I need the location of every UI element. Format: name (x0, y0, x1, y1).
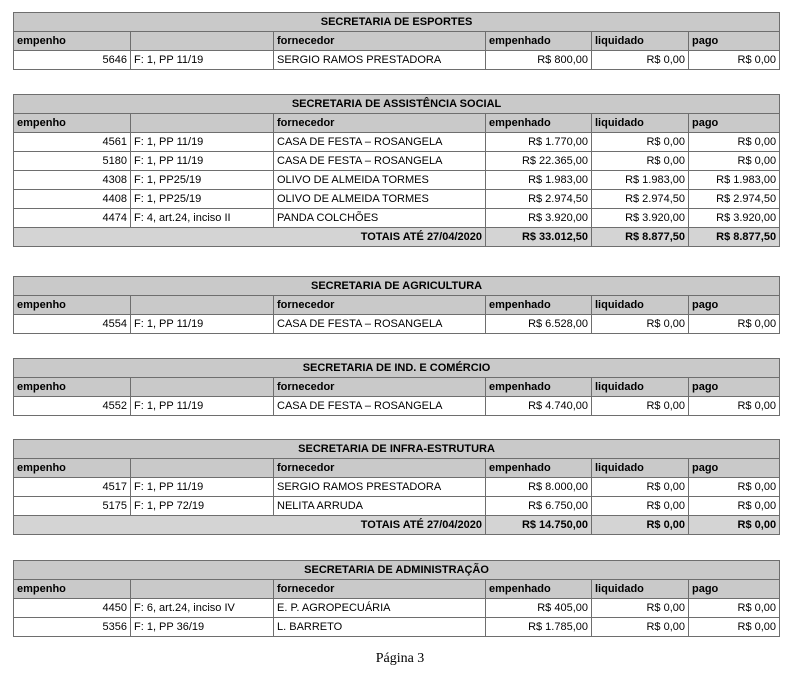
empenho-number: 4517 (14, 478, 131, 497)
pago-value: R$ 3.920,00 (689, 209, 780, 228)
column-header-pago: pago (689, 459, 780, 478)
pago-value: R$ 0,00 (689, 497, 780, 516)
table-row (14, 618, 780, 637)
column-header-fornecedor: fornecedor (274, 459, 486, 478)
section-title: SECRETARIA DE ESPORTES (14, 13, 780, 32)
modalidade: F: 1, PP 11/19 (131, 152, 274, 171)
column-header-liquidado: liquidado (592, 296, 689, 315)
empenhado-value: R$ 405,00 (486, 599, 592, 618)
pago-value: R$ 0,00 (689, 618, 780, 637)
total-empenhado: R$ 33.012,50 (486, 228, 592, 247)
table-row (14, 171, 780, 190)
empenho-number: 5175 (14, 497, 131, 516)
table-row (14, 209, 780, 228)
table-row (14, 497, 780, 516)
secretaria-table (13, 276, 780, 334)
column-header-blank (131, 378, 274, 397)
fornecedor-name: SERGIO RAMOS PRESTADORA (274, 478, 486, 497)
modalidade: F: 1, PP 36/19 (131, 618, 274, 637)
pago-value: R$ 2.974,50 (689, 190, 780, 209)
totals-row (14, 228, 780, 247)
liquidado-value: R$ 0,00 (592, 315, 689, 334)
fornecedor-name: SERGIO RAMOS PRESTADORA (274, 51, 486, 70)
column-header-empenhado: empenhado (486, 114, 592, 133)
column-header-pago: pago (689, 378, 780, 397)
table-row (14, 152, 780, 171)
column-header-pago: pago (689, 32, 780, 51)
fornecedor-name: PANDA COLCHÕES (274, 209, 486, 228)
table-row (14, 599, 780, 618)
total-pago: R$ 8.877,50 (689, 228, 780, 247)
secretaria-table (13, 560, 780, 637)
column-header-empenho: empenho (14, 114, 131, 133)
liquidado-value: R$ 2.974,50 (592, 190, 689, 209)
fornecedor-name: CASA DE FESTA – ROSANGELA (274, 315, 486, 334)
modalidade: F: 1, PP 72/19 (131, 497, 274, 516)
column-header-blank (131, 32, 274, 51)
column-header-liquidado: liquidado (592, 378, 689, 397)
pago-value: R$ 0,00 (689, 51, 780, 70)
totals-label: TOTAIS ATÉ 27/04/2020 (14, 228, 486, 247)
liquidado-value: R$ 0,00 (592, 599, 689, 618)
column-header-empenho: empenho (14, 580, 131, 599)
column-header-blank (131, 580, 274, 599)
empenhado-value: R$ 8.000,00 (486, 478, 592, 497)
empenhado-value: R$ 1.770,00 (486, 133, 592, 152)
section-title: SECRETARIA DE IND. E COMÉRCIO (14, 359, 780, 378)
column-header-liquidado: liquidado (592, 32, 689, 51)
fornecedor-name: CASA DE FESTA – ROSANGELA (274, 397, 486, 416)
column-header-fornecedor: fornecedor (274, 378, 486, 397)
column-header-empenho: empenho (14, 459, 131, 478)
modalidade: F: 1, PP 11/19 (131, 133, 274, 152)
column-header-empenho: empenho (14, 378, 131, 397)
pago-value: R$ 0,00 (689, 478, 780, 497)
column-header-empenhado: empenhado (486, 32, 592, 51)
empenhado-value: R$ 6.750,00 (486, 497, 592, 516)
column-header-empenho: empenho (14, 32, 131, 51)
liquidado-value: R$ 0,00 (592, 618, 689, 637)
pago-value: R$ 0,00 (689, 315, 780, 334)
modalidade: F: 1, PP 11/19 (131, 478, 274, 497)
empenho-number: 4450 (14, 599, 131, 618)
table-row (14, 478, 780, 497)
liquidado-value: R$ 0,00 (592, 497, 689, 516)
table-row (14, 190, 780, 209)
liquidado-value: R$ 0,00 (592, 478, 689, 497)
section-title: SECRETARIA DE ADMINISTRAÇÃO (14, 561, 780, 580)
empenhado-value: R$ 800,00 (486, 51, 592, 70)
column-header-blank (131, 459, 274, 478)
empenho-number: 4408 (14, 190, 131, 209)
modalidade: F: 6, art.24, inciso IV (131, 599, 274, 618)
column-header-blank (131, 296, 274, 315)
total-pago: R$ 0,00 (689, 516, 780, 535)
empenhado-value: R$ 2.974,50 (486, 190, 592, 209)
liquidado-value: R$ 1.983,00 (592, 171, 689, 190)
empenhado-value: R$ 4.740,00 (486, 397, 592, 416)
liquidado-value: R$ 3.920,00 (592, 209, 689, 228)
column-header-fornecedor: fornecedor (274, 32, 486, 51)
liquidado-value: R$ 0,00 (592, 51, 689, 70)
modalidade: F: 1, PP25/19 (131, 171, 274, 190)
secretaria-table (13, 358, 780, 416)
column-header-blank (131, 114, 274, 133)
pago-value: R$ 1.983,00 (689, 171, 780, 190)
column-header-empenhado: empenhado (486, 378, 592, 397)
empenho-number: 5180 (14, 152, 131, 171)
column-header-liquidado: liquidado (592, 114, 689, 133)
modalidade: F: 1, PP 11/19 (131, 315, 274, 334)
total-liquidado: R$ 8.877,50 (592, 228, 689, 247)
column-header-pago: pago (689, 296, 780, 315)
secretaria-table (13, 12, 780, 70)
total-empenhado: R$ 14.750,00 (486, 516, 592, 535)
empenho-number: 5646 (14, 51, 131, 70)
fornecedor-name: OLIVO DE ALMEIDA TORMES (274, 190, 486, 209)
table-row (14, 397, 780, 416)
liquidado-value: R$ 0,00 (592, 133, 689, 152)
column-header-empenhado: empenhado (486, 296, 592, 315)
empenhado-value: R$ 1.785,00 (486, 618, 592, 637)
column-header-fornecedor: fornecedor (274, 114, 486, 133)
column-header-empenhado: empenhado (486, 459, 592, 478)
empenhado-value: R$ 3.920,00 (486, 209, 592, 228)
column-header-fornecedor: fornecedor (274, 580, 486, 599)
modalidade: F: 1, PP25/19 (131, 190, 274, 209)
totals-label: TOTAIS ATÉ 27/04/2020 (14, 516, 486, 535)
empenho-number: 4474 (14, 209, 131, 228)
empenho-number: 4552 (14, 397, 131, 416)
column-header-fornecedor: fornecedor (274, 296, 486, 315)
table-row (14, 315, 780, 334)
empenho-number: 4308 (14, 171, 131, 190)
modalidade: F: 1, PP 11/19 (131, 51, 274, 70)
totals-row (14, 516, 780, 535)
liquidado-value: R$ 0,00 (592, 397, 689, 416)
empenho-number: 4554 (14, 315, 131, 334)
fornecedor-name: NELITA ARRUDA (274, 497, 486, 516)
column-header-pago: pago (689, 114, 780, 133)
column-header-empenhado: empenhado (486, 580, 592, 599)
pago-value: R$ 0,00 (689, 133, 780, 152)
fornecedor-name: OLIVO DE ALMEIDA TORMES (274, 171, 486, 190)
pago-value: R$ 0,00 (689, 152, 780, 171)
fornecedor-name: CASA DE FESTA – ROSANGELA (274, 133, 486, 152)
pago-value: R$ 0,00 (689, 397, 780, 416)
fornecedor-name: L. BARRETO (274, 618, 486, 637)
liquidado-value: R$ 0,00 (592, 152, 689, 171)
column-header-liquidado: liquidado (592, 580, 689, 599)
section-title: SECRETARIA DE AGRICULTURA (14, 277, 780, 296)
modalidade: F: 4, art.24, inciso II (131, 209, 274, 228)
table-row (14, 51, 780, 70)
total-liquidado: R$ 0,00 (592, 516, 689, 535)
modalidade: F: 1, PP 11/19 (131, 397, 274, 416)
section-title: SECRETARIA DE INFRA-ESTRUTURA (14, 440, 780, 459)
pago-value: R$ 0,00 (689, 599, 780, 618)
empenhado-value: R$ 6.528,00 (486, 315, 592, 334)
empenhado-value: R$ 22.365,00 (486, 152, 592, 171)
column-header-empenho: empenho (14, 296, 131, 315)
empenhado-value: R$ 1.983,00 (486, 171, 592, 190)
column-header-liquidado: liquidado (592, 459, 689, 478)
column-header-pago: pago (689, 580, 780, 599)
section-title: SECRETARIA DE ASSISTÊNCIA SOCIAL (14, 95, 780, 114)
page-number: Página 3 (375, 651, 425, 666)
table-row (14, 133, 780, 152)
fornecedor-name: CASA DE FESTA – ROSANGELA (274, 152, 486, 171)
fornecedor-name: E. P. AGROPECUÁRIA (274, 599, 486, 618)
empenho-number: 5356 (14, 618, 131, 637)
secretaria-table (13, 439, 780, 535)
empenho-number: 4561 (14, 133, 131, 152)
secretaria-table (13, 94, 780, 247)
